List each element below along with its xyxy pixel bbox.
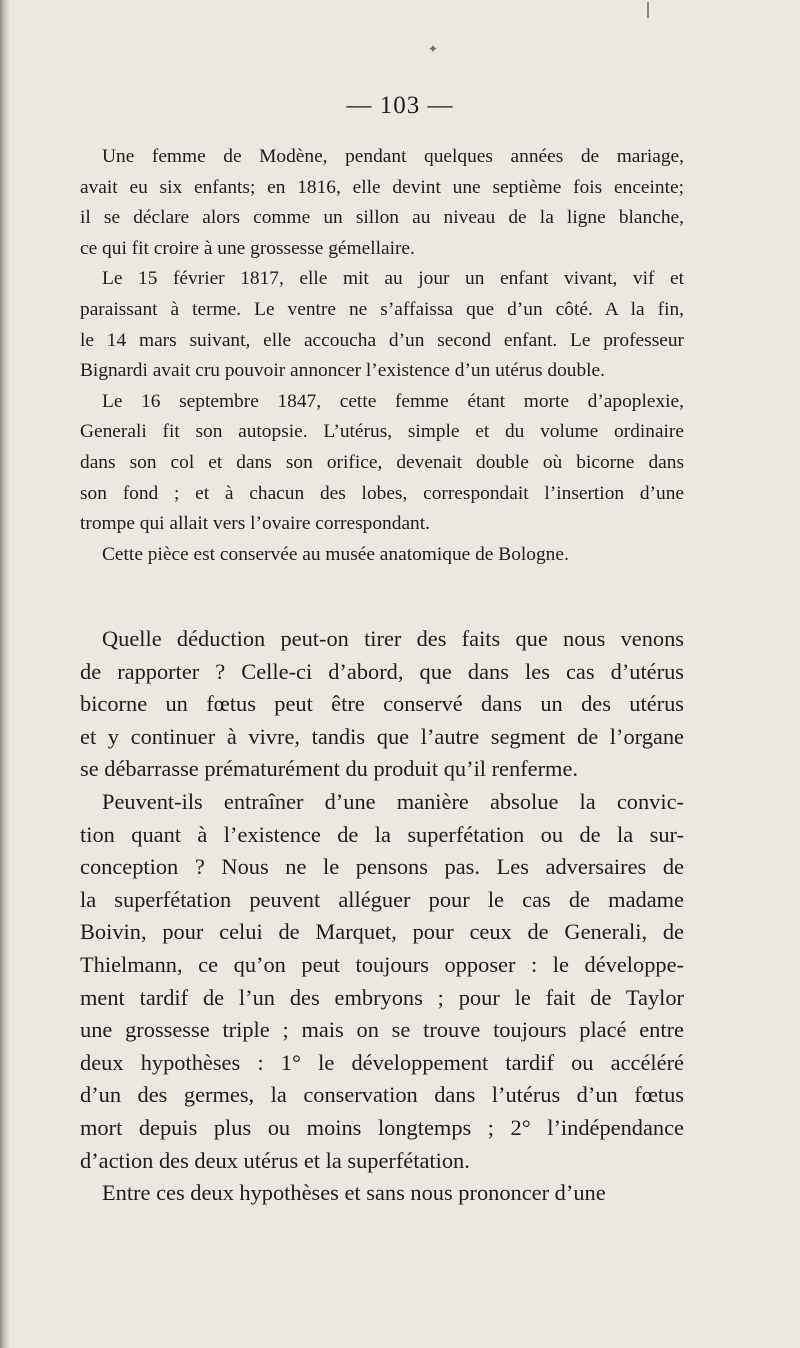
text-line: de rapporter ? Celle-ci d’abord, que dans les cas d’utérus <box>80 658 684 684</box>
text-line: la superfétation peuvent alléguer pour le cas de madame <box>80 886 684 912</box>
text-line: le 14 mars suivant, elle accoucha d’un second enfant. Le professeur <box>80 329 684 351</box>
paragraph-5 <box>80 623 684 786</box>
text-line: Bignardi avait cru pouvoir annoncer l’existence d’un utérus double. <box>80 360 605 382</box>
text-line: et y continuer à vivre, tandis que l’autre segment de l’organe <box>80 723 684 749</box>
text-line: conception ? Nous ne le pensons pas. Les adversaires de <box>80 854 684 880</box>
text-line: d’un des germes, la conservation dans l’utérus d’un fœtus <box>80 1082 684 1108</box>
text-line: tion quant à l’existence de la superfétation ou de la sur- <box>80 821 684 847</box>
scan-mark <box>647 2 649 18</box>
text-line: Entre ces deux hypothèses et sans nous prononcer d’une <box>102 1180 606 1206</box>
paragraph-6 <box>80 786 684 1177</box>
text-line: son fond ; et à chacun des lobes, correspondait l’insertion d’une <box>80 482 684 504</box>
paragraph-7 <box>80 1177 684 1210</box>
paragraph-4 <box>80 540 684 571</box>
text-line: ment tardif de l’un des embryons ; pour le fait de Taylor <box>80 984 684 1010</box>
text-line: bicorne un fœtus peut être conservé dans un des utérus <box>80 691 684 717</box>
text-line: il se déclare alors comme un sillon au niveau de la ligne blanche, <box>80 207 684 229</box>
text-line: avait eu six enfants; en 1816, elle devint une septième fois enceinte; <box>80 176 684 198</box>
page-number: — 103 — <box>346 92 454 119</box>
text-line: Le 16 septembre 1847, cette femme étant morte d’apoplexie, <box>102 390 684 412</box>
text-line: deux hypothèses : 1° le développement tardif ou accéléré <box>80 1049 684 1075</box>
text-line: se débarrasse prématurément du produit qu’il renferme. <box>80 756 578 782</box>
text-line: Cette pièce est conservée au musée anatomique de Bologne. <box>102 543 569 565</box>
text-line: Generali fit son autopsie. L’utérus, simple et du volume ordinaire <box>80 421 684 443</box>
text-line: Le 15 février 1817, elle mit au jour un enfant vivant, vif et <box>102 268 684 290</box>
text-line: Thielmann, ce qu’on peut toujours opposer : le développe- <box>80 951 684 977</box>
text-line: d’action des deux utérus et la superfétation. <box>80 1147 470 1173</box>
text-line: mort depuis plus ou moins longtemps ; 2° l’indépendance <box>80 1114 684 1140</box>
text-line: Peuvent-ils entraîner d’une manière absolue la convic- <box>102 788 684 814</box>
ink-speck: ✦ <box>428 42 439 56</box>
paragraph-2 <box>80 264 684 386</box>
text-line: une grossesse triple ; mais on se trouve toujours placé entre <box>80 1017 684 1043</box>
text-line: trompe qui allait vers l’ovaire correspondant. <box>80 513 430 535</box>
page-binding-edge <box>0 0 10 1348</box>
discussion <box>80 623 684 1210</box>
text-line: Une femme de Modène, pendant quelques années de mariage, <box>102 146 684 167</box>
text-line: ce qui fit croire à une grossesse gémellaire. <box>80 237 415 259</box>
text-line: paraissant à terme. Le ventre ne s’affaissa que d’un côté. A la fin, <box>80 298 684 320</box>
paragraph-3 <box>80 387 684 540</box>
paragraph-1 <box>80 142 684 264</box>
text-line: Boivin, pour celui de Marquet, pour ceux de Generali, de <box>80 919 684 945</box>
text-line: dans son col et dans son orifice, devenait double où bicorne dans <box>80 451 684 473</box>
case-report <box>80 142 684 570</box>
text-line: Quelle déduction peut-on tirer des faits que nous venons <box>102 626 684 651</box>
